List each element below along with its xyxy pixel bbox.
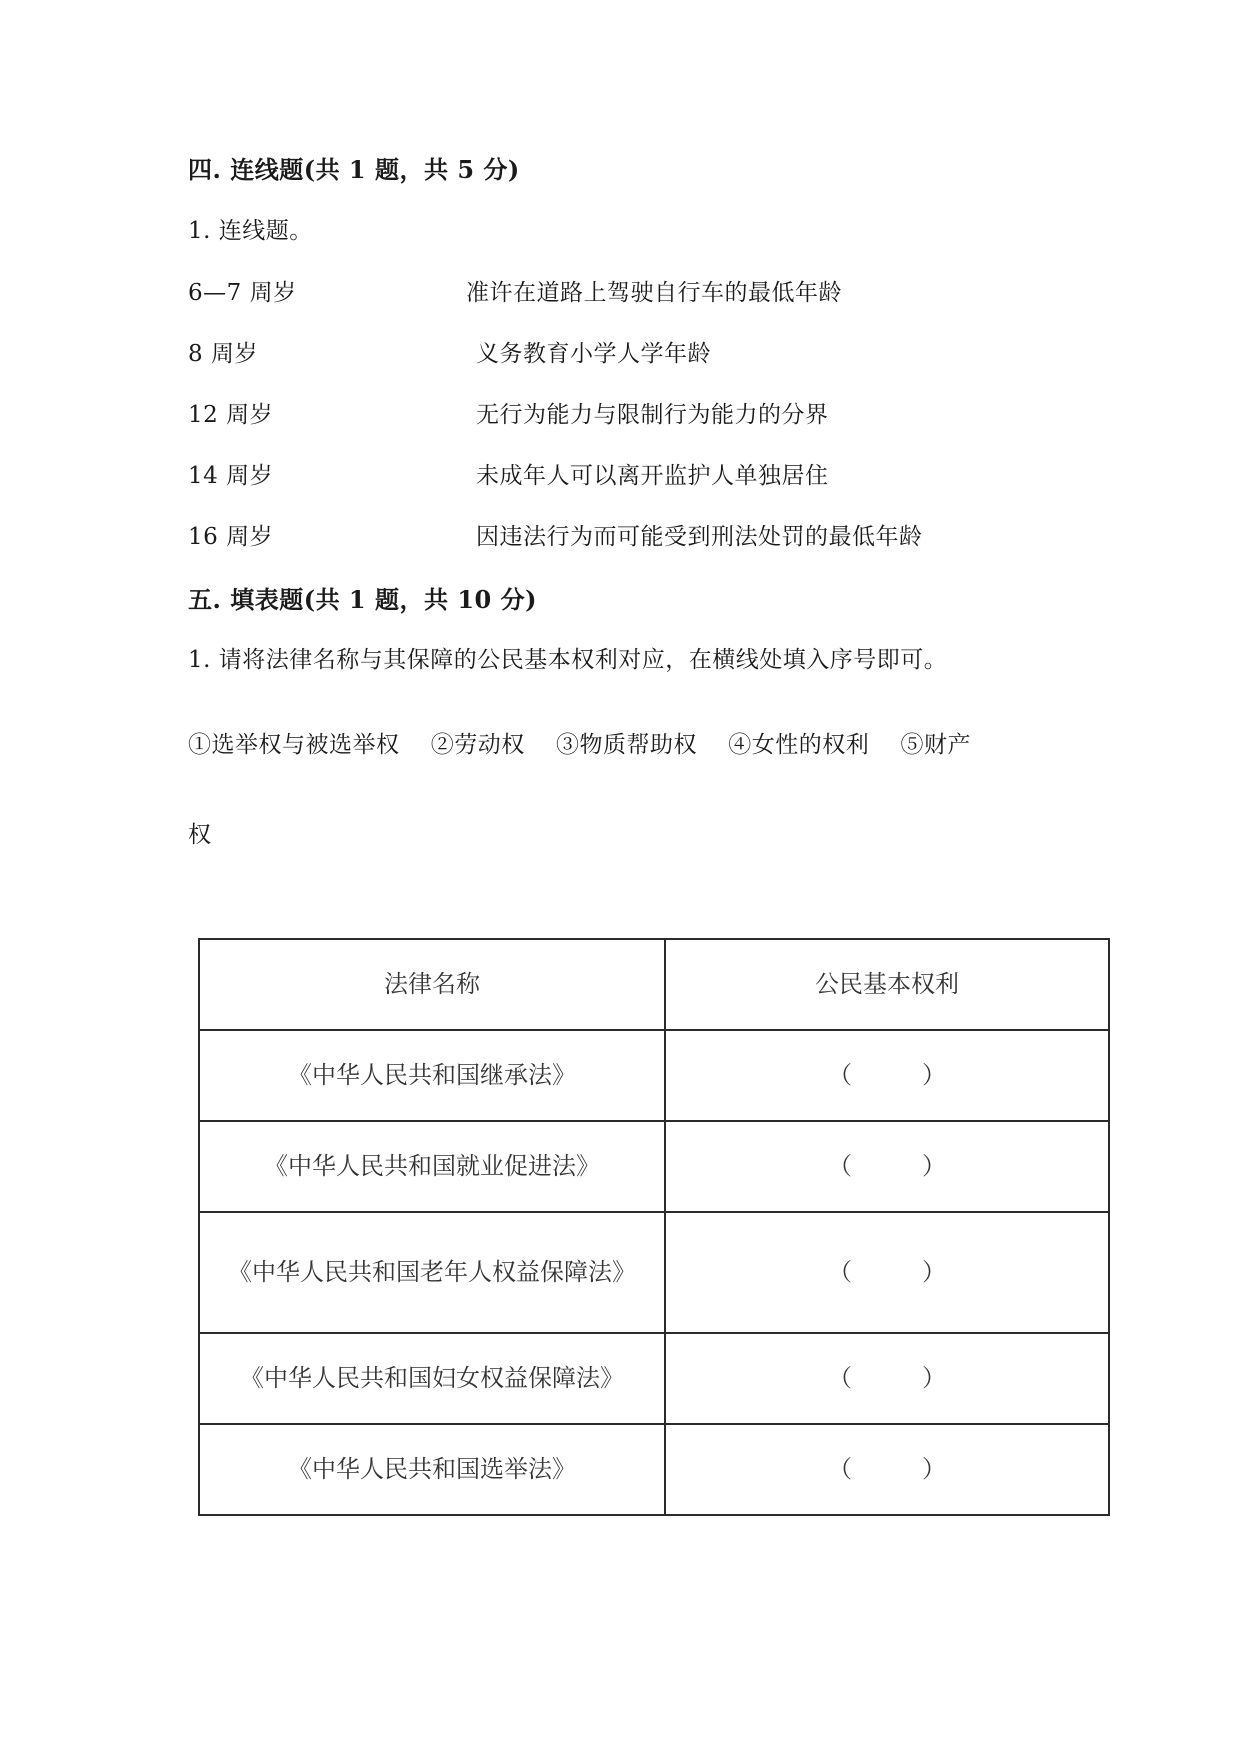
header-civil-rights: 公民基本权利 <box>665 939 1109 1030</box>
answer-blank[interactable] <box>828 1356 946 1402</box>
section4-question: 1. 连线题。 <box>188 218 313 244</box>
close-paren: ） <box>922 1454 946 1483</box>
law-name-cell: 《中华人民共和国妇女权益保障法》 <box>199 1333 665 1424</box>
answer-blank[interactable] <box>828 1250 946 1296</box>
close-paren: ） <box>922 1363 946 1392</box>
match-right-item: 因违法行为而可能受到刑法处罚的最低年龄 <box>476 524 923 550</box>
answer-blank-cell[interactable] <box>665 1121 1109 1212</box>
law-rights-table <box>198 938 1110 1516</box>
match-left-item: 16 周岁 <box>188 524 274 550</box>
match-right-item: 准许在道路上驾驶自行车的最低年龄 <box>466 280 842 306</box>
match-left-item: 12 周岁 <box>188 402 274 428</box>
table-row <box>199 1212 1109 1333</box>
answer-blank-cell[interactable] <box>665 1424 1109 1515</box>
open-paren: （ <box>828 1454 852 1483</box>
answer-blank-cell[interactable] <box>665 1030 1109 1121</box>
open-paren: （ <box>828 1060 852 1089</box>
open-paren: （ <box>828 1151 852 1180</box>
table-row <box>199 1121 1109 1212</box>
section4-heading: 四. 连线题(共 1 题，共 5 分) <box>188 155 520 184</box>
law-name-cell: 《中华人民共和国老年人权益保障法》 <box>199 1212 665 1333</box>
answer-blank-cell[interactable] <box>665 1212 1109 1333</box>
match-right-item: 义务教育小学人学年龄 <box>476 341 711 367</box>
match-left-item: 14 周岁 <box>188 463 274 489</box>
answer-blank[interactable] <box>828 1447 946 1493</box>
law-name-cell: 《中华人民共和国选举法》 <box>199 1424 665 1515</box>
rights-options-continued: 权 <box>188 822 212 848</box>
rights-options: ①选举权与被选举权 ②劳动权 ③物质帮助权 ④女性的权利 ⑤财产 <box>188 732 971 758</box>
match-right-item: 无行为能力与限制行为能力的分界 <box>476 402 829 428</box>
answer-blank-cell[interactable] <box>665 1333 1109 1424</box>
header-law-name: 法律名称 <box>199 939 665 1030</box>
section5-question: 1. 请将法律名称与其保障的公民基本权利对应，在横线处填入序号即可。 <box>188 647 948 673</box>
answer-blank[interactable] <box>828 1144 946 1190</box>
table-row <box>199 1424 1109 1515</box>
close-paren: ） <box>922 1060 946 1089</box>
table-row <box>199 1333 1109 1424</box>
open-paren: （ <box>828 1363 852 1392</box>
answer-blank[interactable] <box>828 1053 946 1099</box>
close-paren: ） <box>922 1151 946 1180</box>
match-right-item: 未成年人可以离开监护人单独居住 <box>476 463 829 489</box>
open-paren: （ <box>828 1257 852 1286</box>
close-paren: ） <box>922 1257 946 1286</box>
table-row <box>199 1030 1109 1121</box>
match-left-item: 8 周岁 <box>188 341 258 367</box>
law-name-cell: 《中华人民共和国继承法》 <box>199 1030 665 1121</box>
section5-heading: 五. 填表题(共 1 题，共 10 分) <box>188 585 537 614</box>
law-name-cell: 《中华人民共和国就业促进法》 <box>199 1121 665 1212</box>
table-header-row <box>199 939 1109 1030</box>
match-left-item: 6—7 周岁 <box>188 280 297 306</box>
